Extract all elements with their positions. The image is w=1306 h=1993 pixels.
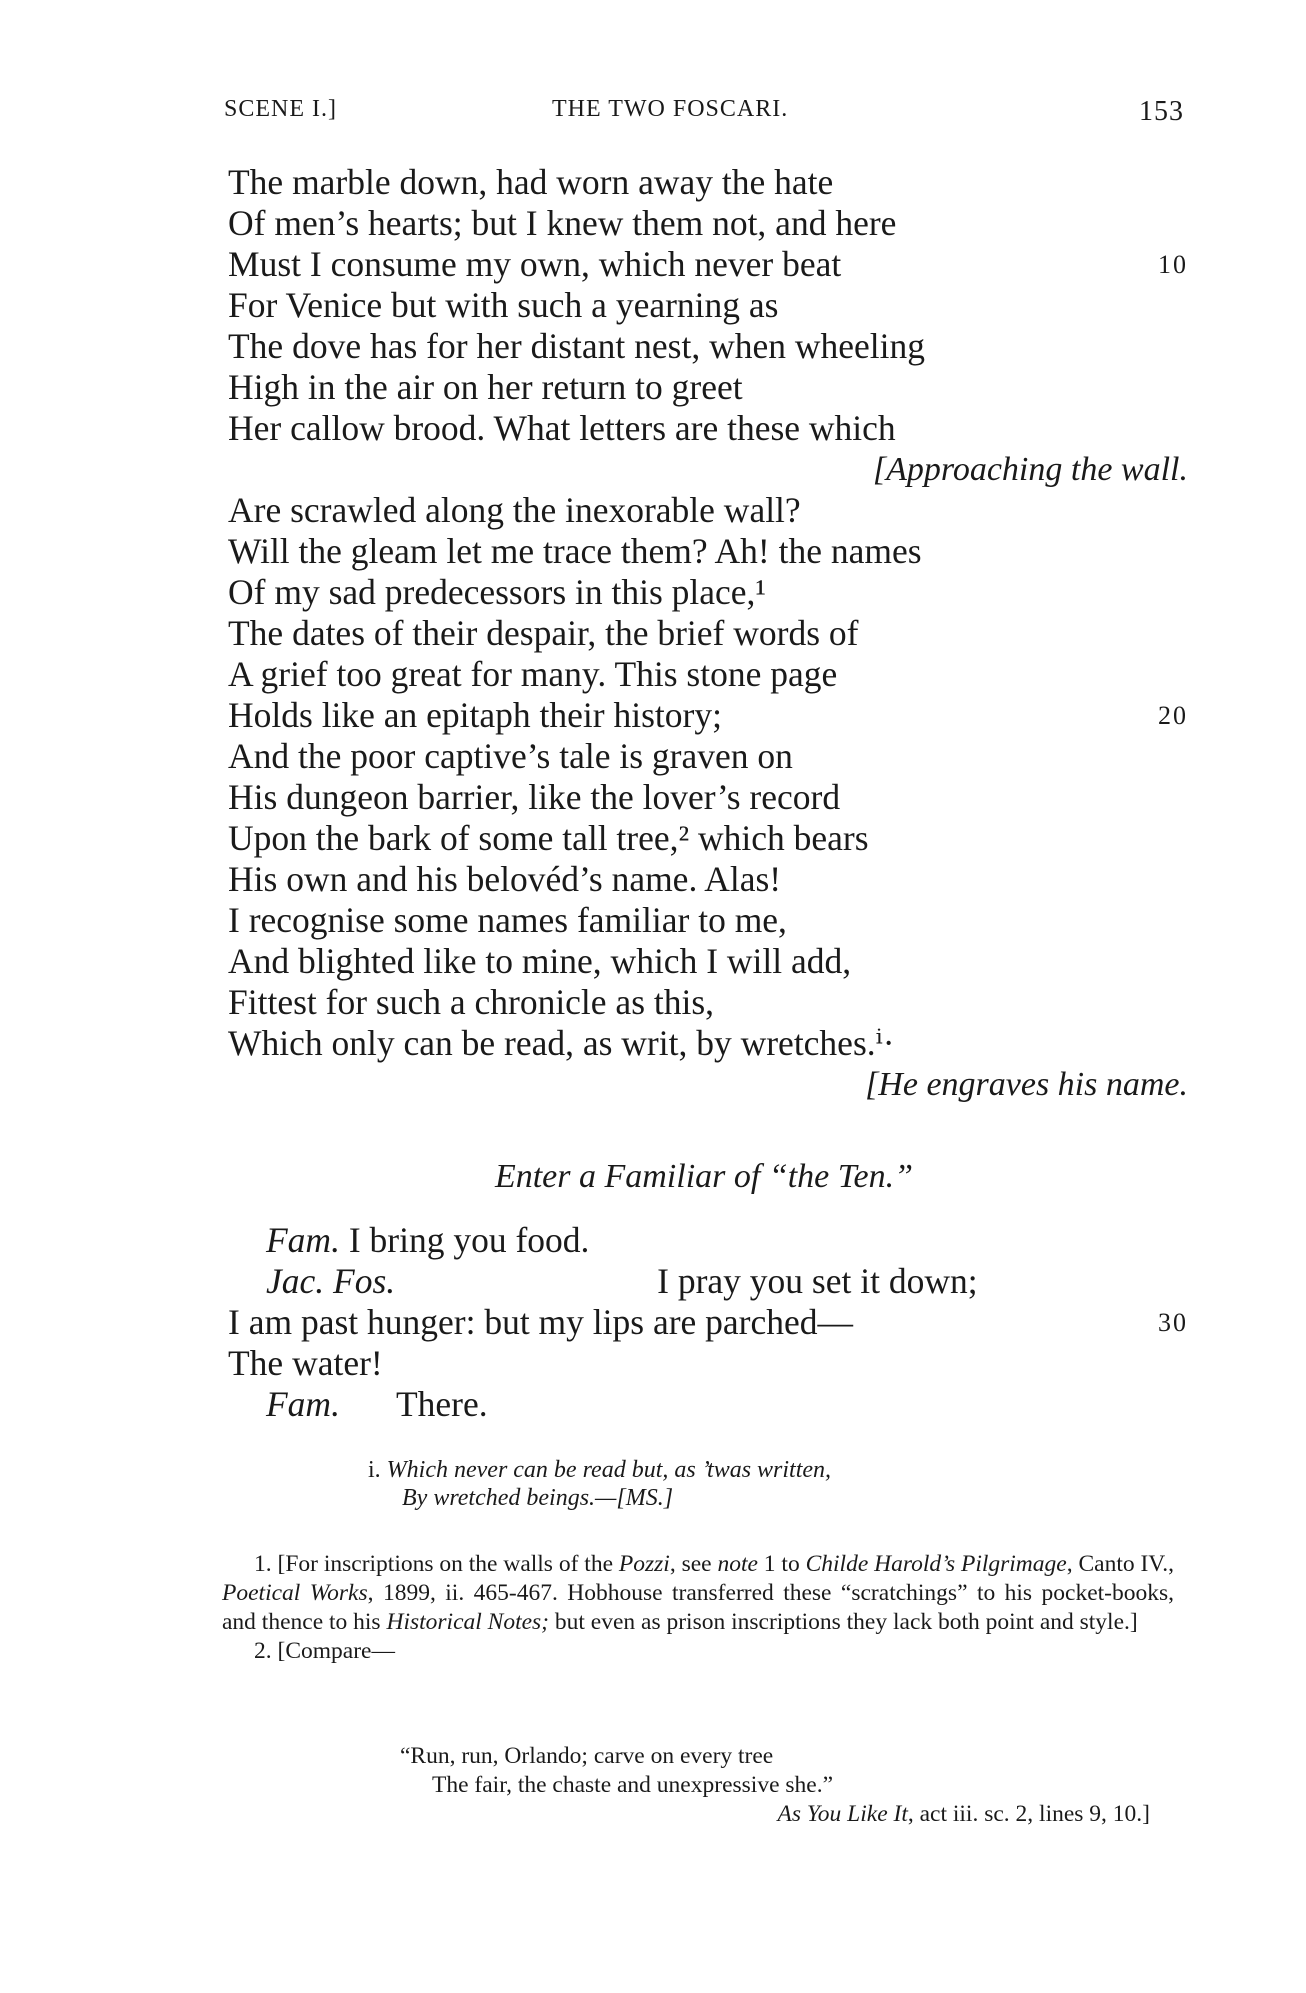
verse-text: The dates of their despair, the brief words of: [228, 613, 859, 653]
speech-text: I bring you food.: [348, 1220, 590, 1260]
verse-text: I recognise some names familiar to me,: [228, 900, 787, 940]
block-quote: [400, 1742, 1180, 1829]
verse-text: The dove has for her distant nest, when wheeling: [228, 326, 925, 366]
footnote-text: 1. [For inscriptions on the walls of the: [254, 1551, 619, 1577]
stage-direction-entrance: Enter a Familiar of “the Ten.”: [494, 1158, 914, 1195]
speech-text: I pray you set it down;: [657, 1261, 978, 1301]
verse-line: [228, 859, 1188, 900]
verse-text: Fittest for such a chronicle as this,: [228, 982, 715, 1022]
footnote-italic: Historical Notes;: [386, 1609, 550, 1635]
speech-text: There.: [395, 1384, 488, 1424]
verse-line: [228, 941, 1188, 982]
line-number: 10: [1158, 250, 1188, 279]
running-header: [224, 96, 1184, 136]
dialog-line: [228, 1343, 1188, 1384]
line-number: 20: [1158, 701, 1188, 730]
verse-line: [228, 367, 1188, 408]
variant-reading: [368, 1456, 831, 1512]
quote-line: The fair, the chaste and unexpressive she.”: [432, 1772, 834, 1798]
verse-line: [228, 654, 1188, 695]
verse-text: Of my sad predecessors in this place,¹: [228, 572, 767, 612]
speech-text: The water!: [228, 1343, 383, 1383]
verse-line: [228, 982, 1188, 1023]
verse-text: The marble down, had worn away the hate: [228, 162, 834, 202]
verse-text: And the poor captive’s tale is graven on: [228, 736, 793, 776]
footnote-text: but even as prison inscriptions they lack both point and style.]: [549, 1609, 1138, 1635]
verse-line: [228, 285, 1188, 326]
dialog-block: [228, 1220, 1188, 1425]
verse-line: [228, 818, 1188, 859]
speaker-name: Fam.: [266, 1384, 340, 1424]
stage-direction: [Approaching the wall.: [872, 451, 1188, 488]
verse-line: [228, 244, 1188, 285]
footnote-italic: Pozzi: [618, 1551, 670, 1577]
variant-line: By wretched beings.—[MS.]: [402, 1485, 674, 1511]
verse-text: Must I consume my own, which never beat: [228, 244, 842, 284]
verse-text: His own and his belovéd’s name. Alas!: [228, 859, 782, 899]
variant-label: i.: [368, 1457, 381, 1483]
verse-line: [228, 1023, 1188, 1064]
verse-text: And blighted like to mine, which I will add,: [228, 941, 852, 981]
dialog-line: [228, 1220, 1188, 1261]
quote-source: [400, 1800, 1180, 1829]
verse-line: [228, 162, 1188, 203]
scene-label: SCENE I.]: [224, 96, 337, 122]
verse-text: For Venice but with such a yearning as: [228, 285, 779, 325]
verse-text: Of men’s hearts; but I knew them not, and here: [228, 203, 897, 243]
verse-line: [228, 531, 1188, 572]
line-number: 30: [1158, 1308, 1188, 1337]
quote-line: “Run, run, Orlando; carve on every tree: [400, 1743, 774, 1769]
verse-line: [228, 777, 1188, 818]
verse-text: Holds like an epitaph their history;: [228, 695, 722, 735]
verse-text: His dungeon barrier, like the lover’s record: [228, 777, 841, 817]
footnote-italic: Poetical Works: [222, 1580, 368, 1606]
speaker-name: Jac. Fos.: [266, 1261, 396, 1301]
verse-line: [228, 695, 1188, 736]
footnote-1: [222, 1550, 1174, 1637]
verse-line: [228, 326, 1188, 367]
verse-text: Which only can be read, as writ, by wretches.ⁱ·: [228, 1023, 895, 1063]
footnote-2: 2. [Compare—: [254, 1638, 395, 1664]
variant-text: Which never can be read but, as ’twas written,: [386, 1457, 832, 1483]
speech-text: I am past hunger: but my lips are parched—: [228, 1302, 854, 1342]
speaker-name: Fam.: [266, 1220, 340, 1260]
verse-line: [228, 408, 1188, 449]
quote-source-rest: , act iii. sc. 2, lines 9, 10.]: [907, 1801, 1150, 1827]
verse-text: Upon the bark of some tall tree,² which bears: [228, 818, 869, 858]
verse-block: [228, 162, 1188, 1105]
quote-source-title: As You Like It: [777, 1801, 908, 1827]
verse-line: [228, 900, 1188, 941]
footnote-text: , 1899, ii. 465-467. Hobhouse transferred these “scratchings” to his pocket-books, and thence to his: [222, 1580, 1175, 1635]
verse-line: [228, 613, 1188, 654]
verse-text: Her callow brood. What letters are these which: [228, 408, 896, 448]
stage-direction: [He engraves his name.: [865, 1066, 1188, 1103]
verse-text: Are scrawled along the inexorable wall?: [228, 490, 801, 530]
verse-line: [228, 490, 1188, 531]
verse-line: [228, 203, 1188, 244]
page-number: 153: [1139, 96, 1184, 127]
footnotes: [222, 1550, 1174, 1666]
verse-text: High in the air on her return to greet: [228, 367, 743, 407]
verse-line: [228, 572, 1188, 613]
footnote-text: , see: [669, 1551, 718, 1577]
footnote-text: 1 to: [757, 1551, 806, 1577]
verse-text: A grief too great for many. This stone page: [228, 654, 838, 694]
dialog-line: [228, 1302, 1188, 1343]
verse-text: Will the gleam let me trace them? Ah! the names: [228, 531, 922, 571]
verse-line: [228, 736, 1188, 777]
dialog-line: [228, 1384, 1188, 1425]
dialog-line: [228, 1261, 1188, 1302]
footnote-italic: Childe Harold’s Pilgrimage: [805, 1551, 1067, 1577]
running-title: THE TWO FOSCARI.: [552, 96, 789, 122]
footnote-text: , Canto IV.,: [1066, 1551, 1174, 1577]
variant-line: [368, 1456, 831, 1484]
footnote-italic: note: [717, 1551, 758, 1577]
